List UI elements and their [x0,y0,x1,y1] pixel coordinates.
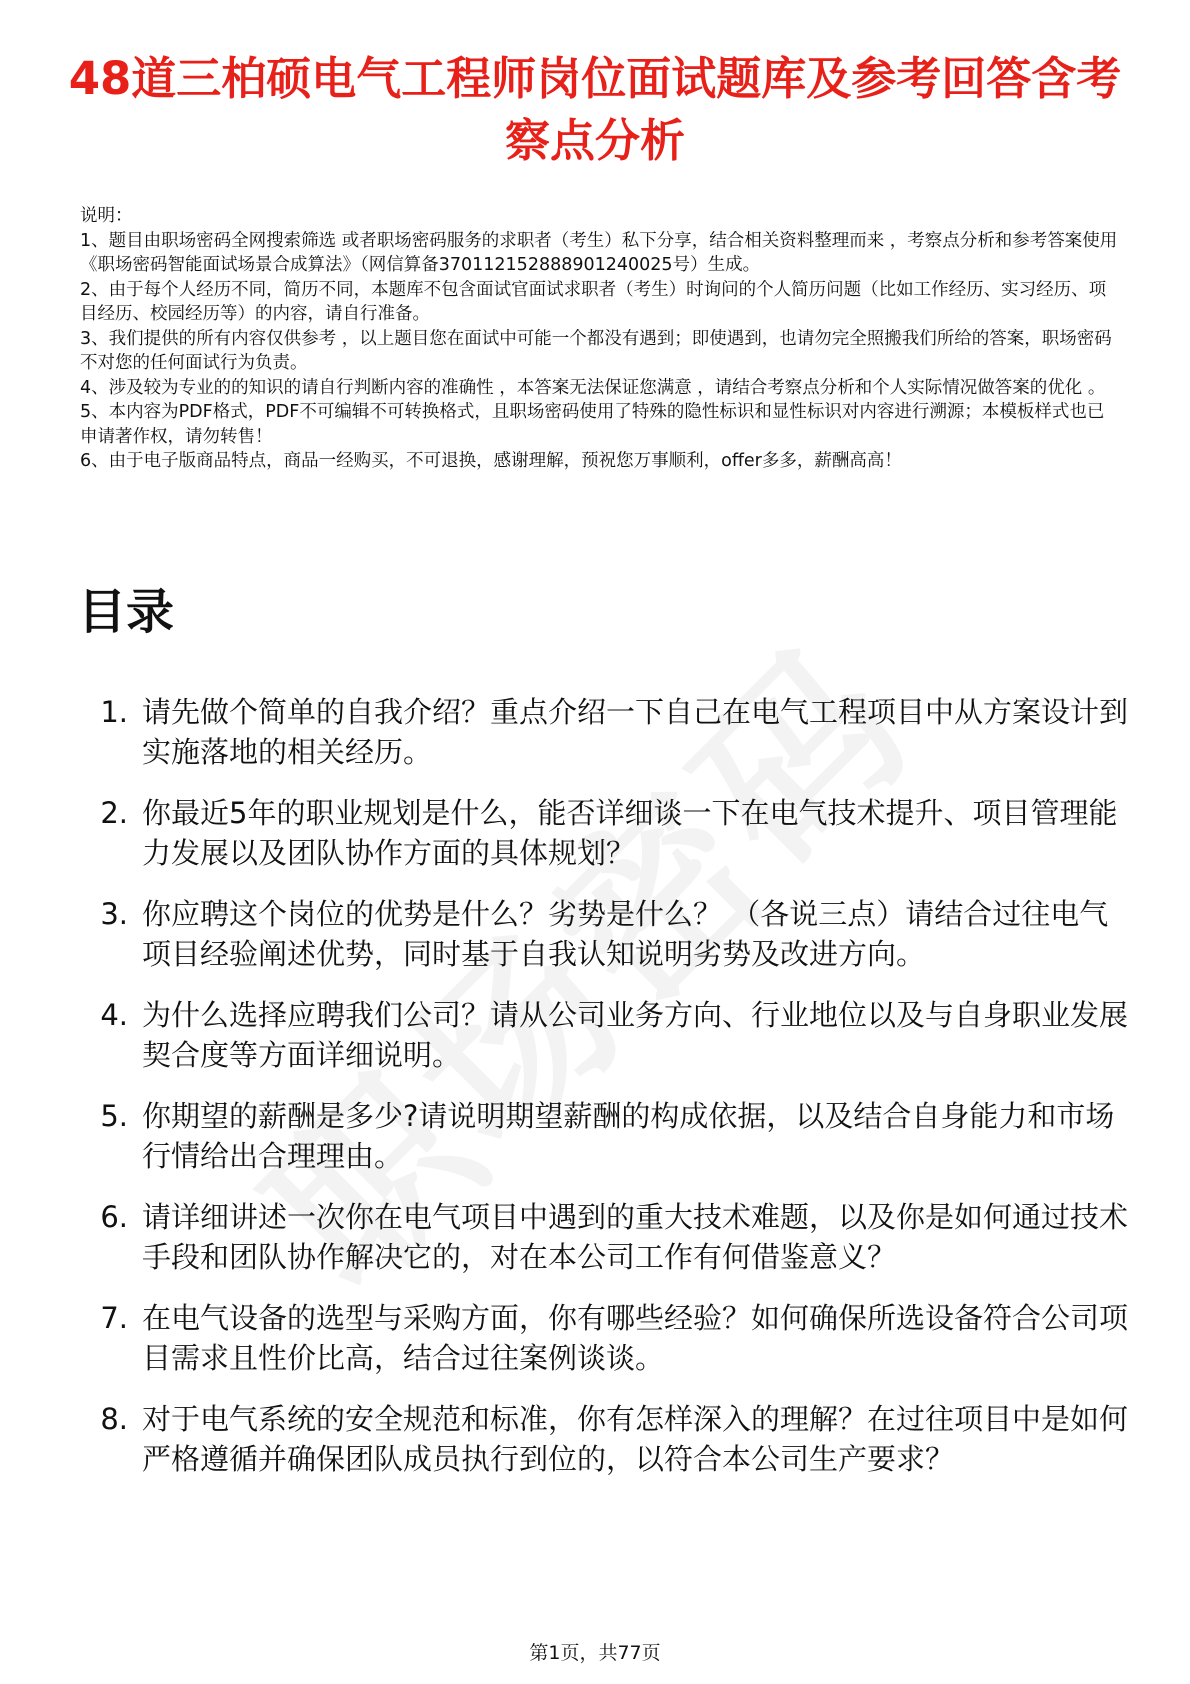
question-number: 1. [100,695,128,729]
question-text: 你应聘这个岗位的优势是什么？劣势是什么？ （各说三点）请结合过往电气项目经验阐述优势，同时基于自我认知说明劣势及改进方向。 [142,897,1109,971]
question-number: 6. [100,1200,128,1234]
question-number: 2. [100,796,128,830]
question-item[interactable] [78,1096,1128,1176]
question-number: 8. [100,1402,128,1436]
question-text: 请详细讲述一次你在电气项目中遇到的重大技术难题，以及你是如何通过技术手段和团队协作解决它的，对在本公司工作有何借鉴意义？ [142,1200,1129,1274]
question-number: 5. [100,1099,128,1133]
question-item[interactable] [78,1298,1128,1378]
note-item-2: 2、由于每个人经历不同，简历不同，本题库不包含面试官面试求职者（考生）时询问的个人简历问题（比如工作经历、实习经历、项目经历、校园经历等）的内容，请自行准备。 [80,279,1107,324]
question-item[interactable] [78,894,1128,974]
notes-heading: 说明： [80,206,133,226]
toc-heading: 目录 [78,584,175,640]
page-footer: 第1页，共77页 [529,1642,661,1664]
document-title: 48道三柏硕电气工程师岗位面试题库及参考回答含考察点分析 [68,52,1122,167]
question-text: 你最近5年的职业规划是什么，能否详细谈一下在电气技术提升、项目管理能力发展以及团队协作方面的具体规划？ [142,796,1118,870]
question-list [78,692,1128,1500]
question-number: 3. [100,897,128,931]
question-item[interactable] [78,1399,1128,1479]
question-text: 为什么选择应聘我们公司？请从公司业务方向、行业地位以及与自身职业发展契合度等方面详细说明。 [142,998,1129,1072]
question-text: 在电气设备的选型与采购方面，你有哪些经验？如何确保所选设备符合公司项目需求且性价比高，结合过往案例谈谈。 [142,1301,1129,1375]
note-item-1: 1、题目由职场密码全网搜索筛选 或者职场密码服务的求职者（考生）私下分享，结合相关资料整理而来 ，考察点分析和参考答案使用《职场密码智能面试场景合成算法》（网信算备370112152888901240025号）生成。 [80,230,1118,275]
note-item-3: 3、我们提供的所有内容仅供参考 ，以上题目您在面试中可能一个都没有遇到；即使遇到，也请勿完全照搬我们所给的答案，职场密码不对您的任何面试行为负责。 [80,328,1112,373]
question-text: 你期望的薪酬是多少?请说明期望薪酬的构成依据，以及结合自身能力和市场行情给出合理理由。 [142,1099,1115,1173]
question-text: 对于电气系统的安全规范和标准，你有怎样深入的理解？在过往项目中是如何严格遵循并确保团队成员执行到位的，以符合本公司生产要求？ [142,1402,1129,1476]
question-number: 7. [100,1301,128,1335]
question-item[interactable] [78,1197,1128,1277]
question-item[interactable] [78,793,1128,873]
question-number: 4. [100,998,128,1032]
note-item-5: 5、本内容为PDF格式，PDF不可编辑不可转换格式，且职场密码使用了特殊的隐性标识和显性标识对内容进行溯源；本模板样式也已申请著作权，请勿转售！ [80,402,1105,447]
notes-section [80,204,1120,474]
question-text: 请先做个简单的自我介绍？重点介绍一下自己在电气工程项目中从方案设计到实施落地的相关经历。 [142,695,1129,769]
note-item-6: 6、由于电子版商品特点，商品一经购买，不可退换，感谢理解，预祝您万事顺利，offer多多，薪酬高高！ [80,451,902,471]
question-item[interactable] [78,692,1128,772]
question-item[interactable] [78,995,1128,1075]
note-item-4: 4、涉及较为专业的的知识的请自行判断内容的准确性 ，本答案无法保证您满意 ，请结合考察点分析和个人实际情况做答案的优化 。 [80,377,1106,398]
